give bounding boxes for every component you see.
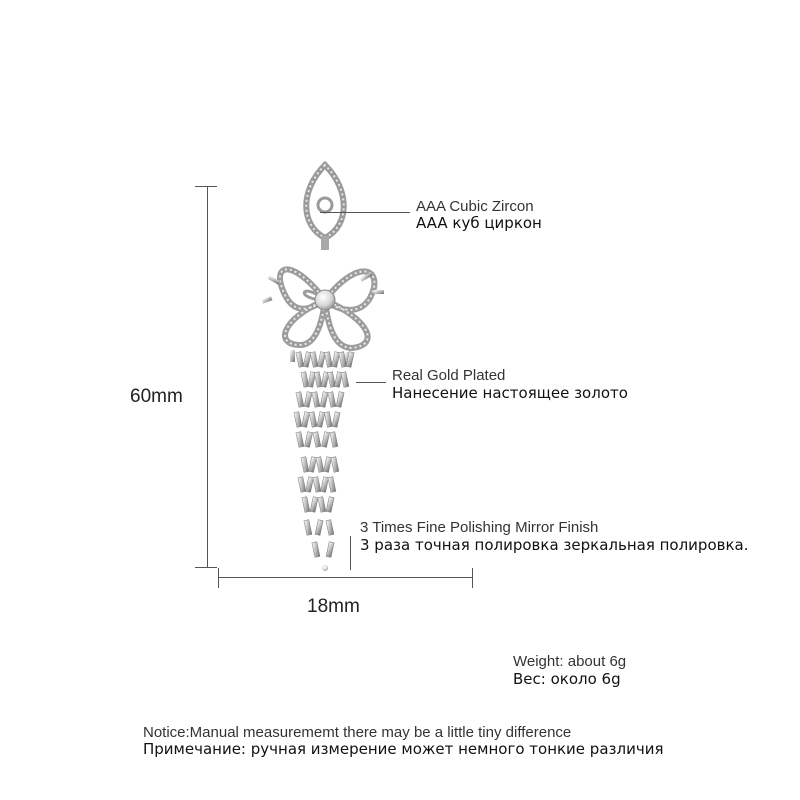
tassel-baguette-stone xyxy=(305,432,313,448)
tassel-baguette-stone xyxy=(303,352,311,368)
tassel-baguette-stone xyxy=(310,352,318,368)
earring-center-stone xyxy=(315,290,335,310)
tassel-baguette-stone xyxy=(296,432,304,448)
tassel-baguette-stone xyxy=(313,432,321,448)
tassel-baguette-stone xyxy=(328,392,336,408)
tassel-baguette-stone xyxy=(302,412,310,428)
callout-zircon-en: AAA Cubic Zircon xyxy=(416,198,534,215)
notice-en: Notice:Manual measurememt there may be a little tiny difference xyxy=(143,724,572,741)
earring-tassel xyxy=(294,352,354,571)
tassel-baguette-stone xyxy=(328,372,336,388)
tassel-baguette-stone xyxy=(302,497,310,513)
tassel-baguette-stone xyxy=(318,352,326,368)
tassel-baguette-stone xyxy=(322,432,330,448)
tassel-baguette-stone xyxy=(301,372,309,388)
callout-polish-ru: 3 раза точная полировка зеркальная полировка. xyxy=(360,536,749,554)
tassel-baguette-stone xyxy=(296,352,304,368)
earring-teardrop-top xyxy=(306,165,344,250)
tassel-baguette-stone xyxy=(341,372,349,388)
height-dimension-cap-bottom xyxy=(195,567,217,568)
tassel-baguette-stone xyxy=(312,542,320,558)
tassel-baguette-stone xyxy=(309,457,317,473)
tassel-baguette-stone xyxy=(318,497,326,513)
tassel-baguette-stone xyxy=(309,412,317,428)
tassel-baguette-stone xyxy=(294,412,302,428)
callout-zircon-leader xyxy=(320,212,410,213)
width-label: 18mm xyxy=(307,596,360,617)
callout-zircon-ru: AAA куб циркон xyxy=(416,214,542,232)
tassel-baguette-stone xyxy=(306,477,314,493)
weight-ru: Вес: около 6g xyxy=(513,670,621,688)
height-dimension-line xyxy=(207,186,208,568)
tassel-baguette-stone xyxy=(317,412,325,428)
tassel-baguette-stone xyxy=(313,477,321,493)
tassel-baguette-stone xyxy=(314,372,322,388)
width-dimension-line xyxy=(218,577,473,578)
tassel-baguette-stone xyxy=(296,392,304,408)
width-dimension-cap-left xyxy=(218,568,219,588)
tassel-baguette-stone xyxy=(321,477,329,493)
tassel-baguette-stone xyxy=(304,392,312,408)
tassel-baguette-stone xyxy=(326,520,334,536)
notice-ru: Примечание: ручная измерение может немного тонкие различия xyxy=(143,740,664,758)
tassel-baguette-stone xyxy=(326,497,334,513)
callout-polish-leader xyxy=(350,536,351,570)
tassel-baguette-stone xyxy=(320,392,328,408)
tassel-baguette-stone xyxy=(298,477,306,493)
tassel-baguette-stone xyxy=(316,457,324,473)
tassel-baguette-stone xyxy=(324,457,332,473)
height-label: 60mm xyxy=(130,386,183,407)
tassel-baguette-stone xyxy=(315,520,323,536)
height-dimension-cap-top xyxy=(195,186,217,187)
tassel-baguette-stone xyxy=(330,432,338,448)
tassel-baguette-stone xyxy=(332,352,340,368)
tassel-baguette-stone xyxy=(328,477,336,493)
tassel-baguette-stone xyxy=(304,520,312,536)
tassel-baguette-stone xyxy=(332,412,340,428)
callout-gold-leader xyxy=(356,382,386,383)
callout-polish-en: 3 Times Fine Polishing Mirror Finish xyxy=(360,519,599,536)
tassel-baguette-stone xyxy=(324,352,332,368)
tassel-baguette-stone xyxy=(310,497,318,513)
callout-gold-ru: Нанесение настоящее золото xyxy=(392,384,628,402)
tassel-baguette-stone xyxy=(312,392,320,408)
tassel-baguette-stone xyxy=(326,542,334,558)
tassel-baguette-stone xyxy=(324,412,332,428)
tassel-baguette-stone xyxy=(336,392,344,408)
callout-gold-en: Real Gold Plated xyxy=(392,367,506,384)
tassel-baguette-stone xyxy=(331,457,339,473)
tassel-tip-stone xyxy=(322,565,328,571)
width-dimension-cap-right xyxy=(472,568,473,588)
weight-en: Weight: about 6g xyxy=(513,653,627,670)
tassel-baguette-stone xyxy=(301,457,309,473)
